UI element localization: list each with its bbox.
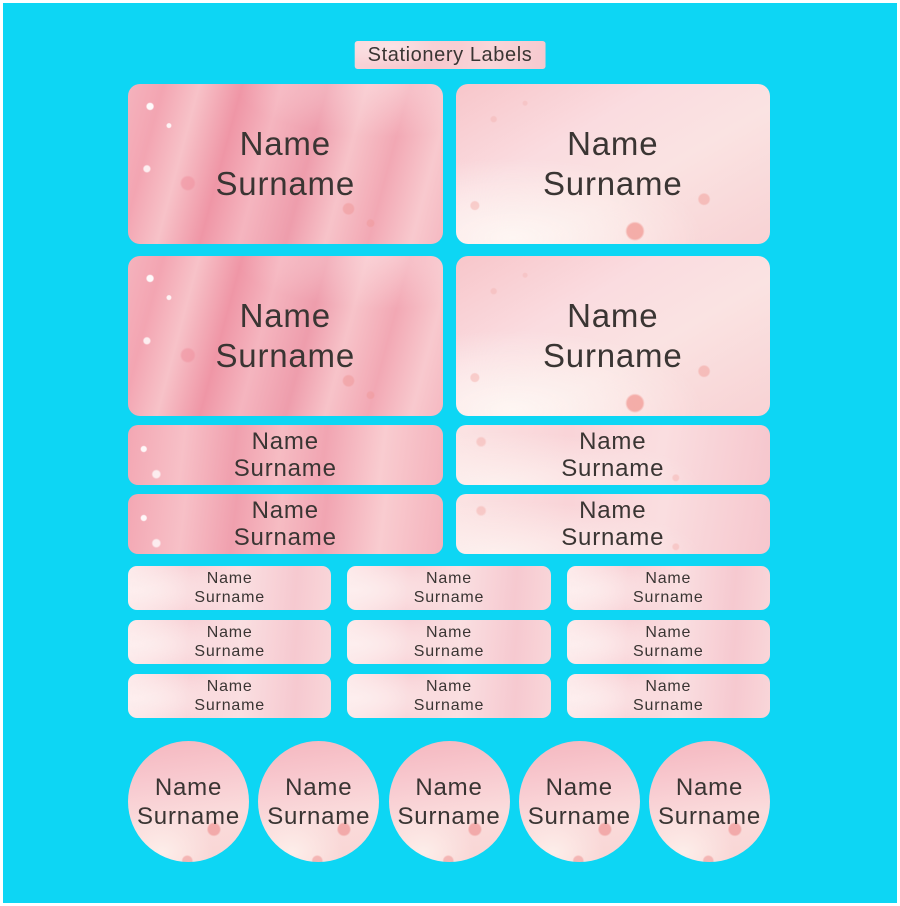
label-small (567, 674, 770, 718)
label-surname-line: Surname (194, 643, 265, 660)
label-sheet-board (3, 3, 897, 903)
sheet-title: Stationery Labels (367, 43, 533, 66)
label-surname-line: Surname (633, 643, 704, 660)
label-medium (456, 425, 771, 485)
label-large (128, 256, 443, 416)
round-labels-row (128, 741, 770, 862)
label-round (128, 741, 249, 862)
label-round (649, 741, 770, 862)
label-surname-line: Surname (215, 337, 355, 374)
label-round (519, 741, 640, 862)
sheet-title-banner (355, 41, 546, 69)
label-small (347, 566, 550, 610)
label-surname-line: Surname (194, 589, 265, 606)
label-surname-line: Surname (527, 802, 631, 830)
label-small (567, 566, 770, 610)
label-surname-line: Surname (233, 524, 337, 551)
label-surname-line: Surname (633, 589, 704, 606)
label-surname-line: Surname (413, 643, 485, 660)
label-name-line: Name (251, 428, 319, 455)
small-labels-grid (128, 566, 770, 718)
label-name-line: Name (239, 125, 331, 162)
label-small (347, 620, 550, 664)
labels-area (128, 84, 770, 862)
label-name-line: Name (579, 497, 647, 524)
label-surname-line: Surname (658, 802, 761, 830)
label-small (347, 674, 550, 718)
label-name-line: Name (567, 125, 659, 162)
label-surname-line: Surname (194, 697, 265, 714)
label-large (456, 256, 771, 416)
label-name-line: Name (285, 773, 353, 801)
label-surname-line: Surname (633, 697, 704, 714)
medium-labels-row-2 (128, 494, 770, 554)
label-small (128, 674, 331, 718)
label-name-line: Name (645, 624, 692, 641)
label-medium (456, 494, 771, 554)
label-surname-line: Surname (542, 337, 683, 374)
label-name-line: Name (415, 773, 483, 801)
label-name-line: Name (426, 570, 472, 587)
label-large (128, 84, 443, 244)
label-name-line: Name (206, 570, 253, 587)
label-name-line: Name (645, 678, 692, 695)
label-surname-line: Surname (215, 165, 355, 202)
label-surname-line: Surname (137, 802, 240, 830)
label-medium (128, 425, 443, 485)
label-name-line: Name (545, 773, 613, 801)
label-surname-line: Surname (397, 802, 501, 830)
label-name-line: Name (645, 570, 692, 587)
label-name-line: Name (206, 678, 253, 695)
label-name-line: Name (579, 428, 647, 455)
label-surname-line: Surname (267, 802, 371, 830)
large-labels-row-1 (128, 84, 770, 244)
large-labels-row-2 (128, 256, 770, 416)
label-name-line: Name (251, 497, 319, 524)
label-name-line: Name (675, 773, 744, 801)
label-name-line: Name (154, 773, 223, 801)
label-medium (128, 494, 443, 554)
label-name-line: Name (426, 678, 472, 695)
label-surname-line: Surname (561, 524, 665, 551)
label-name-line: Name (206, 624, 253, 641)
label-small (128, 566, 331, 610)
medium-labels-row-1 (128, 425, 770, 485)
label-surname-line: Surname (233, 455, 337, 482)
label-surname-line: Surname (413, 697, 485, 714)
label-name-line: Name (426, 624, 472, 641)
label-large (456, 84, 771, 244)
label-small (128, 620, 331, 664)
label-surname-line: Surname (542, 165, 683, 202)
label-name-line: Name (239, 297, 331, 334)
label-round (389, 741, 510, 862)
label-name-line: Name (567, 297, 659, 334)
label-surname-line: Surname (561, 455, 665, 482)
label-surname-line: Surname (413, 589, 485, 606)
label-small (567, 620, 770, 664)
label-round (258, 741, 379, 862)
